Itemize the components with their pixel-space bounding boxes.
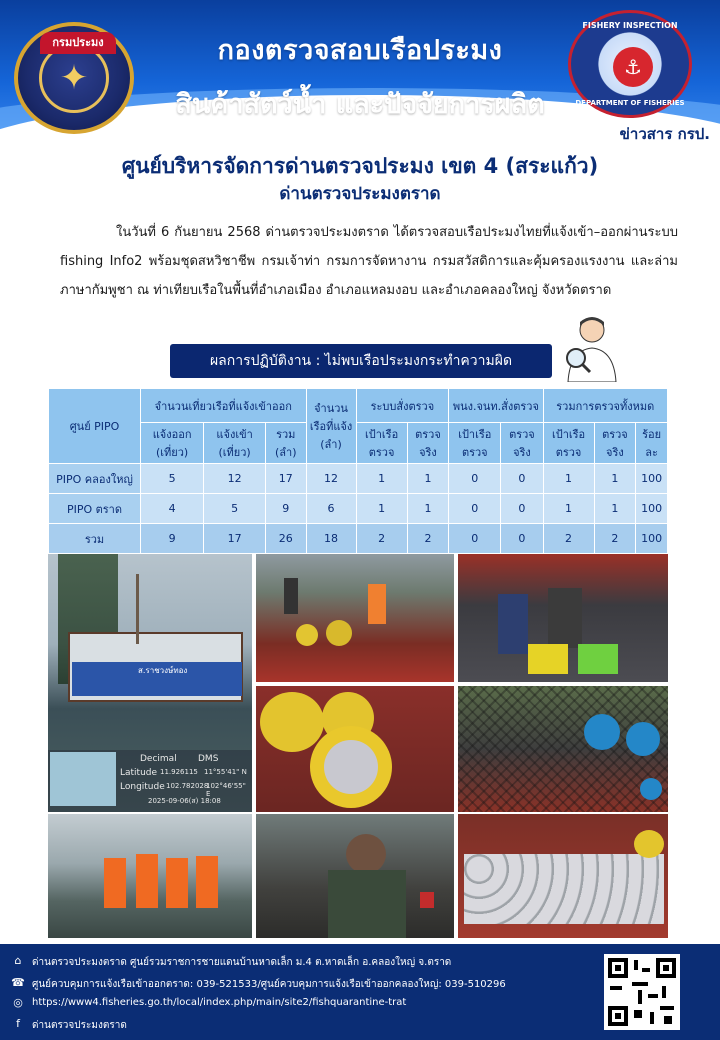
float-buoy — [640, 778, 662, 800]
officer-magnifier-icon — [562, 312, 622, 382]
qr-module — [662, 986, 666, 998]
document-check-photo — [256, 814, 454, 938]
inspection-photo-crew — [458, 554, 668, 682]
cell-total-actual: 2 — [594, 524, 636, 554]
qr-finder-core — [663, 965, 669, 971]
cell-officer-actual: 0 — [501, 494, 543, 524]
qr-module — [650, 1012, 654, 1024]
boat-name-label: ส.ราชวงษ์ทอง — [138, 666, 188, 675]
gps-overlay — [48, 750, 252, 812]
row-label: รวม — [49, 524, 141, 554]
header-total: รวมการตรวจทั้งหมด — [543, 389, 668, 423]
qr-module — [610, 986, 622, 990]
qr-module — [648, 994, 658, 998]
title-line-1: กองตรวจสอบเรือประมง — [217, 35, 503, 66]
cell-total-target: 1 — [543, 464, 594, 494]
qr-module — [632, 982, 648, 986]
table-row — [49, 494, 668, 524]
phone-icon: ☎ — [11, 976, 25, 989]
sub-officer-actual: ตรวจจริง — [501, 423, 543, 464]
center-name: ศูนย์บริหารจัดการด่านตรวจประมง เขต 4 (สระแก้ว) — [121, 154, 599, 178]
logo-right-top-text: FISHERY INSPECTION — [582, 21, 678, 30]
cell-percent: 100 — [636, 464, 668, 494]
basket — [260, 692, 324, 752]
catch-bags — [464, 854, 664, 924]
cell-out: 4 — [141, 494, 204, 524]
cell-in: 12 — [204, 464, 266, 494]
sub-system-target: เป้าเรือตรวจ — [356, 423, 407, 464]
officer-figure — [368, 584, 386, 624]
sub-total-target: เป้าเรือตรวจ — [543, 423, 594, 464]
cell-out: 5 — [141, 464, 204, 494]
cell-system-actual: 1 — [407, 464, 449, 494]
cell-officer-actual: 0 — [501, 524, 543, 554]
cell-in: 17 — [204, 524, 266, 554]
basket — [634, 830, 664, 858]
cell-boats: 12 — [306, 464, 356, 494]
cell-system-target: 1 — [356, 464, 407, 494]
qr-module — [638, 990, 642, 1004]
globe-icon: ◎ — [13, 996, 23, 1009]
crew-member — [196, 856, 218, 908]
cell-out: 9 — [141, 524, 204, 554]
cell-officer-target: 0 — [449, 494, 501, 524]
cell-in: 5 — [204, 494, 266, 524]
inspection-table — [48, 388, 668, 554]
cell-sum: 26 — [265, 524, 306, 554]
home-icon: ⌂ — [14, 954, 22, 967]
cell-officer-target: 0 — [449, 464, 501, 494]
float-buoy — [626, 722, 660, 756]
boat-mast — [136, 574, 139, 644]
cell-percent: 100 — [636, 524, 668, 554]
cell-system-target: 1 — [356, 494, 407, 524]
result-banner: ผลการปฏิบัติงาน : ไม่พบเรือประมงกระทำความผิด — [170, 344, 552, 378]
inspection-photo-deck — [256, 554, 454, 682]
footer-facebook[interactable]: ด่านตรวจประมงตราด — [32, 1020, 127, 1031]
sub-out: แจ้งออก (เที่ยว) — [141, 423, 204, 464]
crew-member — [166, 858, 188, 908]
table-header-row — [49, 389, 668, 423]
sub-sum: รวม (ลำ) — [265, 423, 306, 464]
footer-phones: ศูนย์ควบคุมการแจ้งเรือเข้าออกตราด: 039-521533/ศูนย์ควบคุมการแจ้งเรือเข้าออกคลองใหญ่: 039-510296 — [32, 979, 506, 990]
department-logo — [14, 22, 134, 134]
cell-system-actual: 2 — [407, 524, 449, 554]
cell-sum: 17 — [265, 464, 306, 494]
qr-code[interactable] — [604, 954, 680, 1030]
cell-boats: 6 — [306, 494, 356, 524]
footer-url[interactable]: https://www4.fisheries.go.th/local/index.php/main/site2/fishquarantine-trat — [32, 997, 407, 1008]
fishing-net-photo — [458, 686, 668, 812]
crew-member — [136, 854, 158, 908]
officer-figure — [498, 594, 528, 654]
qr-module — [660, 1006, 674, 1010]
gps-lon-dms: 102°46'55" E — [206, 782, 246, 798]
facebook-icon: f — [16, 1017, 20, 1030]
crew-member — [104, 858, 126, 908]
cell-sum: 9 — [265, 494, 306, 524]
cell-officer-target: 0 — [449, 524, 501, 554]
row-label: PIPO คลองใหญ่ — [49, 464, 141, 494]
sub-total-actual: ตรวจจริง — [594, 423, 636, 464]
table-row — [49, 464, 668, 494]
logo-right-bottom-text: DEPARTMENT OF FISHERIES — [575, 99, 685, 107]
basket — [326, 620, 352, 646]
news-label: ข่าวสาร กรป. — [619, 125, 710, 143]
basket — [578, 644, 618, 674]
cell-boats: 18 — [306, 524, 356, 554]
row-label: PIPO ตราด — [49, 494, 141, 524]
cell-system-target: 2 — [356, 524, 407, 554]
logo-band: กรมประมง — [40, 32, 116, 54]
emblem-icon: ✦ — [39, 43, 109, 113]
fish-catch — [324, 740, 378, 794]
float-buoy — [584, 714, 620, 750]
cell-total-actual: 1 — [594, 494, 636, 524]
boat-photo — [48, 554, 252, 812]
gps-dms-label: DMS — [198, 754, 219, 764]
office-name: ด่านตรวจประมงตราด — [279, 184, 441, 204]
qr-module — [634, 1010, 642, 1018]
officer-figure — [284, 578, 298, 614]
cell-total-target: 1 — [543, 494, 594, 524]
qr-finder-core — [615, 1013, 621, 1019]
qr-finder-core — [615, 965, 621, 971]
header-trips: จำนวนเที่ยวเรือที่แจ้งเข้าออก — [141, 389, 307, 423]
gps-decimal-label: Decimal — [140, 754, 177, 764]
cell-total-target: 2 — [543, 524, 594, 554]
sub-in: แจ้งเข้า (เที่ยว) — [204, 423, 266, 464]
fishery-inspection-logo — [568, 10, 692, 118]
basket — [296, 624, 318, 646]
gps-lat-dms: 11°55'41" N — [204, 768, 247, 776]
sub-percent: ร้อยละ — [636, 423, 668, 464]
gps-lat-label: Latitude — [120, 768, 158, 778]
crew-group-photo — [48, 814, 252, 938]
anchor-icon: ⚓ — [613, 47, 653, 87]
gps-timestamp: 2025-09-06(ส) 18:08 — [148, 797, 221, 805]
qr-module — [634, 960, 638, 970]
cell-percent: 100 — [636, 494, 668, 524]
sub-officer-target: เป้าเรือตรวจ — [449, 423, 501, 464]
gps-lat-decimal: 11.926115 — [160, 768, 198, 776]
fish-basket-photo — [256, 686, 454, 812]
gps-lon-decimal: 102.782028 — [166, 782, 209, 790]
cell-officer-actual: 0 — [501, 464, 543, 494]
header-system: ระบบสั่งตรวจ — [356, 389, 449, 423]
officer-head — [346, 834, 386, 874]
map-thumbnail — [50, 752, 116, 806]
gps-lon-label: Longitude — [120, 782, 165, 792]
cell-system-actual: 1 — [407, 494, 449, 524]
officer-figure — [548, 588, 582, 648]
table-total-row — [49, 524, 668, 554]
flag-patch — [420, 892, 434, 908]
catch-bags-photo — [458, 814, 668, 938]
header-center: ศูนย์ PIPO — [49, 389, 141, 464]
basket — [528, 644, 568, 674]
qr-module — [642, 968, 650, 972]
qr-module — [664, 1016, 672, 1024]
sub-system-actual: ตรวจจริง — [407, 423, 449, 464]
table-subheader-row — [49, 423, 668, 464]
officer-figure — [328, 870, 406, 938]
report-body-text: ในวันที่ 6 กันยายน 2568 ด่านตรวจประมงตราด ได้ตรวจสอบเรือประมงไทยที่แจ้งเข้า–ออกผ่านระบบ fishing Info2 พร้อมชุดสหวิชาชีพ กรมเจ้าท่า กรมการจัดหางาน กรมสวัสดิการและคุ้มครองแรงงาน และล่ามภาษากัมพูชา ณ ท่าเทียบเรือในพื้นที่อำเภอเมือง อำเภอแหลมงอบ และอำเภอคลองใหญ่ จังหวัดตราด — [60, 225, 678, 298]
footer-address: ด่านตรวจประมงตราด ศูนย์รวมราชการชายแดนบ้านหาดเล็ก ม.4 ต.หาดเล็ก อ.คลองใหญ่ จ.ตราด — [32, 957, 452, 968]
header-boats: จำนวนเรือที่แจ้ง (ลำ) — [306, 389, 356, 464]
title-line-2: สินค้าสัตว์น้ำ และปัจจัยการผลิต — [175, 89, 545, 120]
header-officer: พนง.จนท.สั่งตรวจ — [449, 389, 543, 423]
cell-total-actual: 1 — [594, 464, 636, 494]
